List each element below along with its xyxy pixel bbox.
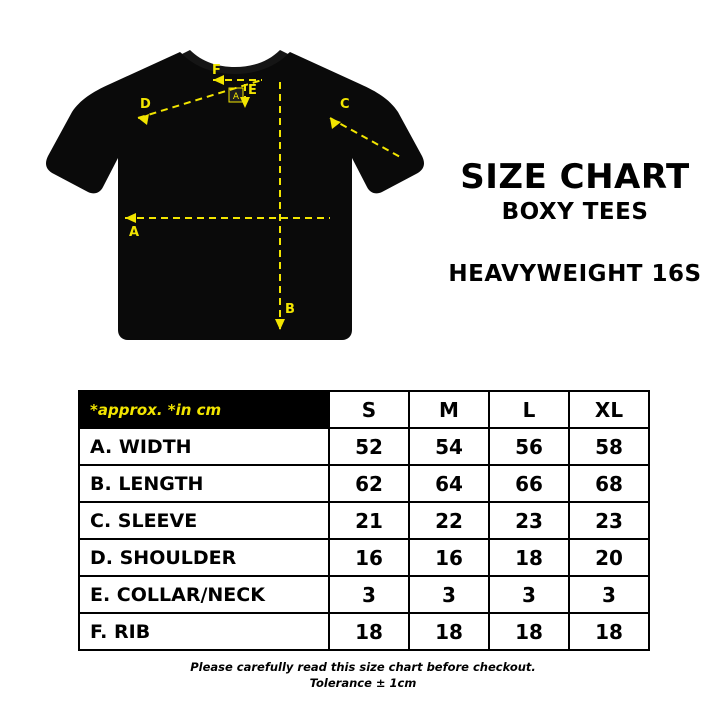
row-label-collar: E. COLLAR/NECK <box>79 576 329 613</box>
table-row <box>79 428 649 465</box>
marker-label-d: D <box>140 97 151 112</box>
marker-label-a: A <box>129 225 140 240</box>
size-header-xl: XL <box>569 391 649 428</box>
row-label-width: A. WIDTH <box>79 428 329 465</box>
size-table <box>78 390 650 651</box>
table-row <box>79 539 649 576</box>
cell-shoulder-l: 18 <box>489 539 569 576</box>
cell-length-xl: 68 <box>569 465 649 502</box>
cell-shoulder-s: 16 <box>329 539 409 576</box>
cell-collar-xl: 3 <box>569 576 649 613</box>
table-row <box>79 613 649 650</box>
size-header-m: M <box>409 391 489 428</box>
row-label-rib: F. RIB <box>79 613 329 650</box>
brand-tag-glyph: A <box>232 92 240 102</box>
marker-label-c: C <box>340 97 350 112</box>
table-row <box>79 502 649 539</box>
cell-rib-s: 18 <box>329 613 409 650</box>
cell-width-s: 52 <box>329 428 409 465</box>
cell-rib-m: 18 <box>409 613 489 650</box>
table-row <box>79 465 649 502</box>
cell-length-l: 66 <box>489 465 569 502</box>
fabric-weight-label: HEAVYWEIGHT 16S <box>448 260 702 287</box>
cell-width-m: 54 <box>409 428 489 465</box>
cell-sleeve-l: 23 <box>489 502 569 539</box>
table-row <box>79 576 649 613</box>
cell-collar-m: 3 <box>409 576 489 613</box>
page-subtitle: BOXY TEES <box>501 198 649 225</box>
cell-sleeve-xl: 23 <box>569 502 649 539</box>
cell-collar-s: 3 <box>329 576 409 613</box>
row-label-shoulder: D. SHOULDER <box>79 539 329 576</box>
size-table-wrapper <box>78 390 648 651</box>
size-header-s: S <box>329 391 409 428</box>
footer-note <box>0 660 726 690</box>
cell-length-s: 62 <box>329 465 409 502</box>
cell-length-m: 64 <box>409 465 489 502</box>
tshirt-diagram-svg <box>30 30 450 360</box>
cell-width-xl: 58 <box>569 428 649 465</box>
cell-collar-l: 3 <box>489 576 569 613</box>
footer-note-line-1: Please carefully read this size chart before checkout. <box>190 660 536 674</box>
cell-shoulder-m: 16 <box>409 539 489 576</box>
row-label-sleeve: C. SLEEVE <box>79 502 329 539</box>
cell-sleeve-s: 21 <box>329 502 409 539</box>
size-header-l: L <box>489 391 569 428</box>
title-block <box>440 157 710 287</box>
cell-rib-xl: 18 <box>569 613 649 650</box>
page-title: SIZE CHART <box>460 157 690 197</box>
table-approx-note: *approx. *in cm <box>79 391 329 428</box>
cell-width-l: 56 <box>489 428 569 465</box>
row-label-length: B. LENGTH <box>79 465 329 502</box>
marker-label-f: F <box>212 63 221 78</box>
cell-shoulder-xl: 20 <box>569 539 649 576</box>
table-header-row <box>79 391 649 428</box>
cell-sleeve-m: 22 <box>409 502 489 539</box>
marker-label-b: B <box>285 302 295 317</box>
cell-rib-l: 18 <box>489 613 569 650</box>
footer-note-line-2: Tolerance ± 1cm <box>309 676 417 690</box>
marker-label-e: E <box>248 83 257 98</box>
